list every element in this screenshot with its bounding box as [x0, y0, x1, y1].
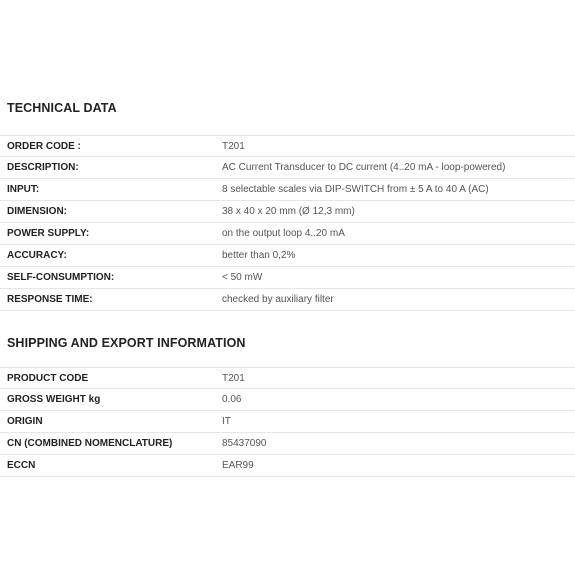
spec-value: IT [222, 416, 231, 427]
spec-row-description [0, 157, 575, 179]
spec-label: ACCURACY: [7, 250, 67, 261]
spec-row-gross-weight [0, 389, 575, 411]
spec-label: RESPONSE TIME: [7, 294, 93, 305]
spec-value: 85437090 [222, 438, 267, 449]
spec-row-combined-nomenclature [0, 433, 575, 455]
spec-value: 8 selectable scales via DIP-SWITCH from ± 5 A to 40 A (AC) [222, 184, 489, 195]
spec-row-accuracy [0, 245, 575, 267]
spec-row-power-supply [0, 223, 575, 245]
spec-label: SELF-CONSUMPTION: [7, 272, 115, 283]
spec-value: < 50 mW [222, 272, 263, 283]
spec-label: GROSS WEIGHT kg [7, 394, 101, 405]
spec-value: AC Current Transducer to DC current (4..20 mA - loop-powered) [222, 162, 506, 173]
spec-value: T201 [222, 141, 245, 152]
spec-row-eccn [0, 455, 575, 477]
spec-row-product-code [0, 367, 575, 389]
spec-row-response-time [0, 289, 575, 311]
spec-value: 0.06 [222, 394, 242, 405]
spec-label: DIMENSION: [7, 206, 67, 217]
spec-value: T201 [222, 373, 245, 384]
spec-label: DESCRIPTION: [7, 162, 79, 173]
spec-value: 38 x 40 x 20 mm (Ø 12,3 mm) [222, 206, 355, 217]
spec-row-origin [0, 411, 575, 433]
spec-label: CN (COMBINED NOMENCLATURE) [7, 438, 173, 449]
spec-row-order-code [0, 135, 575, 157]
spec-value: EAR99 [222, 460, 254, 471]
spec-value: better than 0,2% [222, 250, 296, 261]
spec-label: ECCN [7, 460, 36, 471]
spec-row-input [0, 179, 575, 201]
spec-label: ORIGIN [7, 416, 43, 427]
technical-data-heading: TECHNICAL DATA [7, 101, 117, 115]
spec-value: on the output loop 4..20 mA [222, 228, 345, 239]
spec-label: ORDER CODE : [7, 141, 81, 152]
shipping-export-heading: SHIPPING AND EXPORT INFORMATION [7, 336, 246, 350]
spec-row-self-consumption [0, 267, 575, 289]
technical-data-table [0, 135, 575, 311]
spec-label: PRODUCT CODE [7, 373, 89, 384]
spec-value: checked by auxiliary filter [222, 294, 334, 305]
spec-row-dimension [0, 201, 575, 223]
spec-label: INPUT: [7, 184, 40, 195]
spec-label: POWER SUPPLY: [7, 228, 90, 239]
shipping-export-table [0, 367, 575, 477]
